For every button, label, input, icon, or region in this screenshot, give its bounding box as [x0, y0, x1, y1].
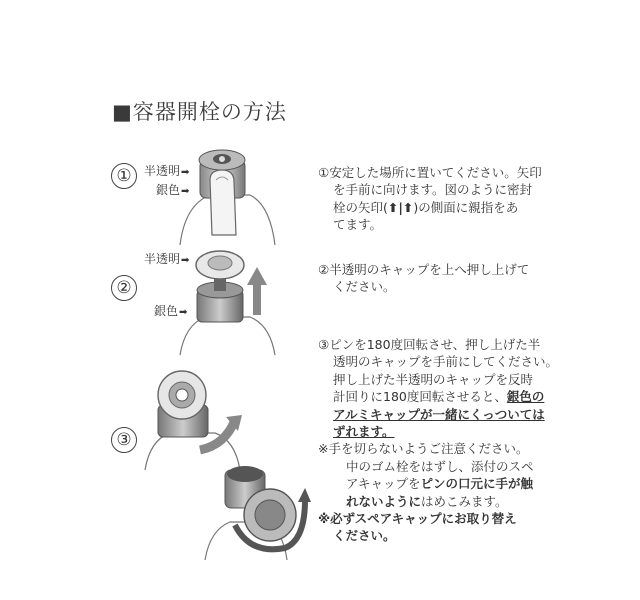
step-1-number: ①: [111, 163, 137, 189]
step-1-text: [318, 164, 542, 234]
step-2-label-translucent: 半透明➡: [144, 252, 190, 266]
step-3-caution-line: アキャップをピンの口元に手が触: [346, 476, 534, 492]
step-3-caution-line: れないようにはめこみます。: [346, 493, 508, 509]
step-3-line: ずれます。: [333, 424, 395, 440]
step-2-line: ②半透明のキャップを上へ押し上げて: [318, 262, 530, 277]
step-3-caution-line: ※手を切らないようご注意ください。: [318, 441, 529, 457]
arrow-mark-icon: ⬆|⬆: [387, 199, 414, 215]
arrow-right-icon: ➡: [179, 307, 188, 318]
step-3-line: 透明のキャップを手前にしてください。: [333, 354, 559, 370]
arrow-right-icon: ➡: [181, 255, 190, 266]
step-1-line: てます。: [333, 217, 383, 233]
step-1-label-translucent: 半透明➡: [144, 164, 190, 178]
step-3-illustration-bottom: [195, 460, 315, 560]
step-2-label-silver: 銀色➡: [154, 304, 188, 318]
step-1-label-silver: 銀色➡: [156, 183, 190, 197]
step-2-number: ②: [111, 275, 137, 301]
step-3-text: [318, 336, 558, 545]
step-2-text: [318, 261, 529, 296]
page-title: ■容器開栓の方法: [112, 100, 287, 124]
step-2-illustration: [175, 245, 285, 355]
arrow-right-icon: ➡: [181, 186, 190, 197]
step-3-number: ③: [111, 427, 137, 453]
step-3-warning-line: ください。: [333, 528, 396, 544]
step-2-line: ください。: [333, 279, 396, 295]
arrow-right-icon: ➡: [181, 167, 190, 178]
step-3-line: 押し上げた半透明のキャップを反時: [333, 371, 534, 387]
step-3-line: 計回りに180度回転させると、銀色の: [333, 389, 545, 405]
step-3-illustration-top: [140, 365, 250, 470]
step-1-line: 栓の矢印(⬆|⬆)の側面に親指をあ: [333, 199, 519, 215]
step-1-line: ①安定した場所に置いてください。矢印: [318, 165, 542, 180]
step-1-line: を手前に向けます。図のように密封: [333, 182, 533, 198]
step-1-illustration: [170, 140, 280, 245]
step-3-caution-line: 中のゴム栓をはずし、添付のスペ: [346, 458, 534, 474]
step-3-line: アルミキャップが一緒にくっついては: [333, 406, 545, 422]
step-3-line: ③ピンを180度回転させ、押し上げた半: [318, 337, 541, 352]
step-3-warning-line: ※必ずスペアキャップにお取り替え: [318, 511, 517, 527]
